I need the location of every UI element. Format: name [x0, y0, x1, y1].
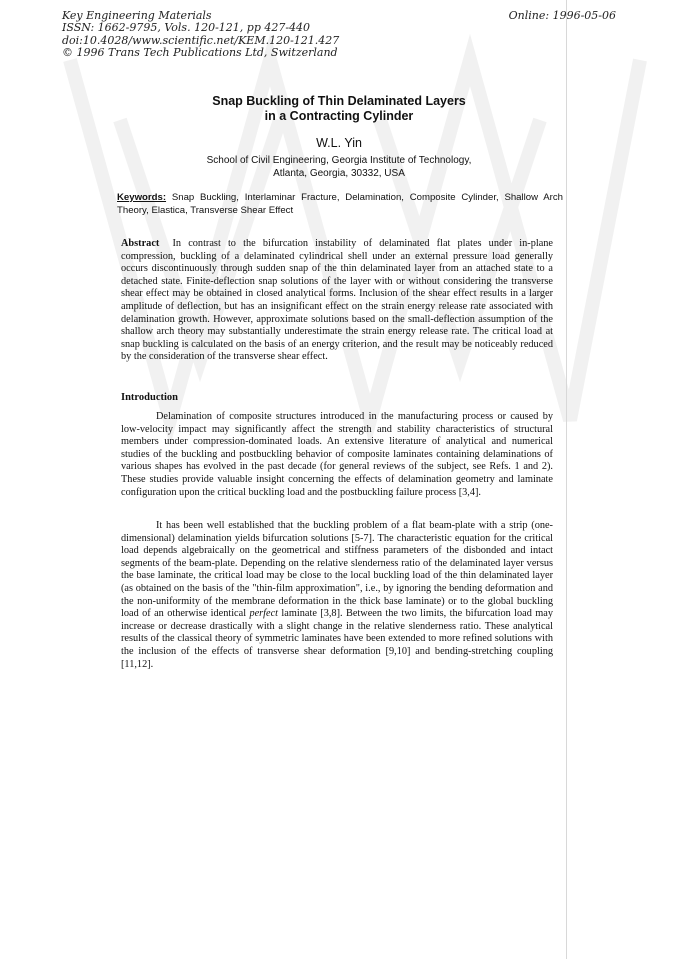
intro-paragraph-1: Delamination of composite structures introduced in the manufacturing process or caused by low-velocity impact may significantly affect the strength and stability characteristics of structural members under compression-dominated loads. An extensive literature of analytical and numerical studies of the buckling and postbuckling behavior of composite laminates containing delaminations of various shapes has evolved in the past decade (for general reviews of the subject, see Refs. 1 and 2). These studies provide valuable insight concerning the effects of delamination geometry and laminate configuration upon the critical buckling load and the postbuckling failure process [3,4]. [121, 411, 553, 498]
intro-paragraph-2-part-1: It has been well established that the buckling problem of a flat beam-plate with a strip (one-dimensional) delamination yields bifurcation solutions [5-7]. The characteristic equation for the critical load depends algebraically on the geometrical and stiffness parameters of the disbonded and intact segments of the beam-plate. Depending on the relative slenderness ratio of the delaminated layer versus the base laminate, the critical load may be close to the local buckling load of the thin delaminated layer (as obtained on the basis of the "thin-film approximation", i.e., by ignoring the bending deformation and the non-uniformity of the membrane deformation in the thick base laminate) or to the global buckling load of an otherwise identical [121, 520, 553, 620]
affiliation-line-2: Atlanta, Georgia, 30332, USA [273, 167, 405, 179]
journal-name: Key Engineering Materials [62, 9, 212, 22]
doi-line: doi:10.4028/www.scientific.net/KEM.120-121.427 [62, 33, 340, 47]
issn-line: ISSN: 1662-9795, Vols. 120-121, pp 427-440 [62, 21, 311, 35]
abstract [121, 238, 553, 364]
affiliation [0, 155, 678, 180]
copyright-line: © 1996 Trans Tech Publications Ltd, Switzerland [62, 46, 338, 60]
emphasis-perfect: perfect [249, 608, 279, 620]
paper-title [0, 94, 678, 123]
title-line-2: in a Contracting Cylinder [264, 108, 414, 123]
abstract-label: Abstract [121, 238, 160, 249]
title-line-1: Snap Buckling of Thin Delaminated Layers [212, 94, 466, 108]
section-heading-introduction: Introduction [121, 392, 178, 403]
online-date: Online: 1996-05-06 [508, 9, 616, 22]
keywords-text: Snap Buckling, Interlaminar Fracture, Delamination, Composite Cylinder, Shallow Arch Theory, Elastica, Transverse Shear Effect [117, 192, 564, 216]
keywords-label: Keywords: [117, 192, 167, 203]
intro-paragraph-2 [121, 520, 553, 671]
affiliation-line-1: School of Civil Engineering, Georgia Institute of Technology, [206, 155, 472, 166]
journal-header [62, 10, 339, 60]
abstract-text: In contrast to the bifurcation instability of delaminated flat plates under in-plane compression, buckling of a delaminated cylindrical shell under an external pressure load generally occurs discontinuously through sudden snap of the thin delaminated layer from an attached state to a detached state. Finite-deflection snap solutions of the layer with or without considering the transverse shear effect may be obtained in closed analytical forms. Inclusion of the shear effect results in a larger amplitude of deflection, but has an insignificant effect on the strain energy release rate associated with delamination growth. However, approximate solutions based on the small-deflection assumption of the shallow arch theory may substantially underestimate the strain energy release rate. The critical load at snap buckling is calculated on the basis of an energy criterion, and the result may be noticeably reduced by the consideration of the transverse shear effect. [121, 238, 553, 363]
author-name: W.L. Yin [316, 136, 362, 150]
keywords [117, 192, 563, 217]
intro-paragraph-2-part-2: laminate [3,8]. Between the two limits, the bifurcation load may increase or decrease drastically with a slight change in the relative slenderness ratio. These analytical results of the classical theory of symmetric laminates have been extended to more refined solutions with the inclusion of the effects of transverse shear deformation [9,10] and bending-stretching coupling [11,12]. [121, 608, 553, 670]
